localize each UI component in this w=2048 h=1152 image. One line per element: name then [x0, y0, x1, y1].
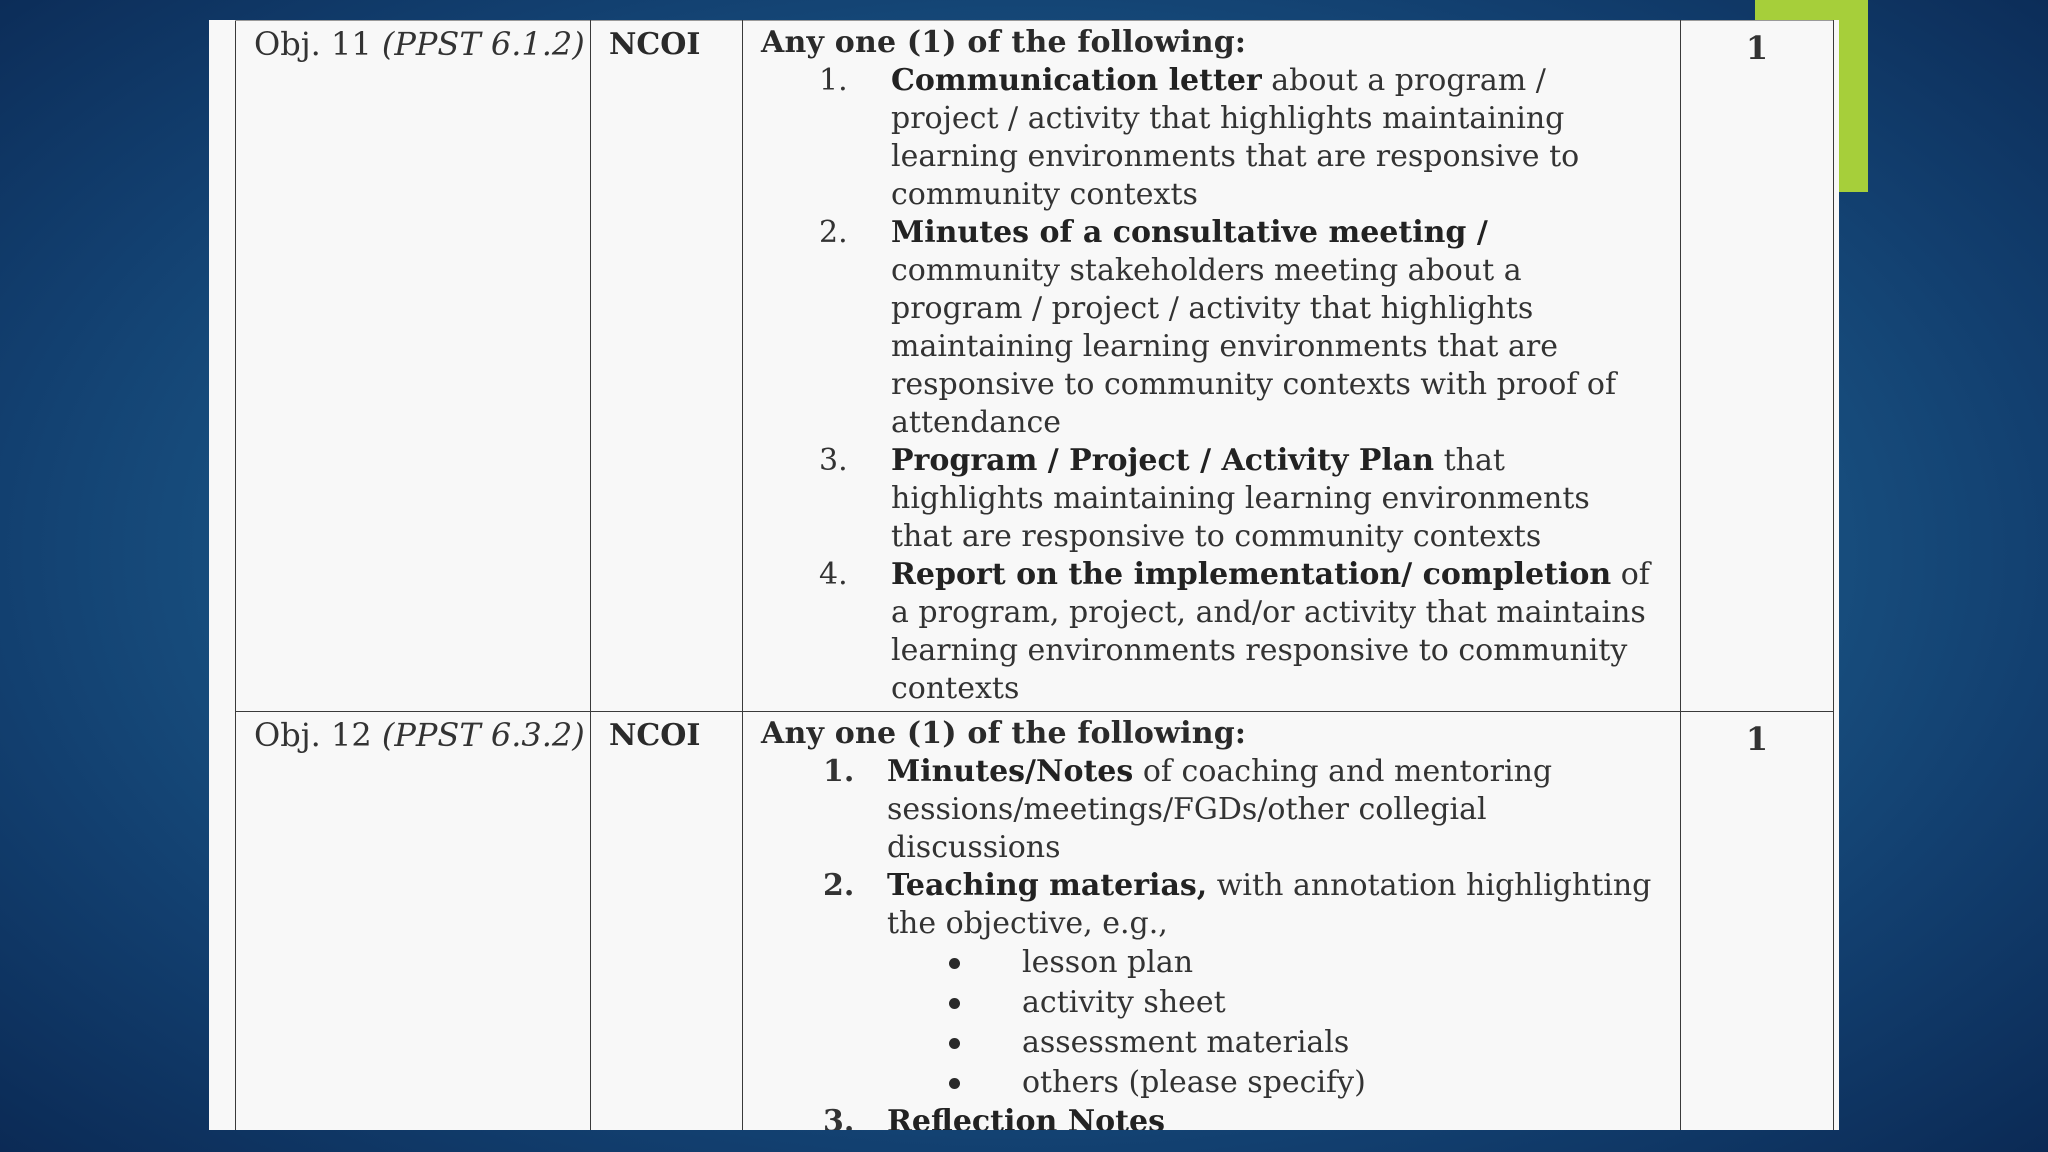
item-text [891, 214, 1660, 442]
item-number: 3. [823, 1104, 855, 1130]
list-item [761, 556, 1660, 708]
description-cell [743, 712, 1681, 1131]
item-number: 1. [819, 63, 848, 98]
description-heading: Any one (1) of the following: [761, 25, 1247, 60]
bullet-icon [949, 1038, 960, 1049]
bullet-item [949, 943, 1660, 983]
list-item [761, 442, 1660, 556]
objective-cell [236, 712, 591, 1131]
item-bold-text: Minutes of a consultative meeting / [891, 215, 1488, 250]
item-number: 4. [819, 557, 848, 592]
item-bold-text: Report on the implementation/ completion [891, 557, 1612, 592]
bullet-icon [949, 998, 960, 1009]
list-item [761, 1103, 1660, 1130]
bullet-list [761, 943, 1660, 1103]
item-text [891, 556, 1660, 708]
count-value: 1 [1745, 29, 1769, 67]
item-body-text: of a program, project, and/or activity that maintains learning environments responsive to community contexts [891, 557, 1650, 706]
item-bold-text: Teaching materias, [887, 868, 1208, 903]
bullet-item [949, 983, 1660, 1023]
item-text [887, 753, 1660, 867]
item-text [891, 442, 1660, 556]
bullet-item [949, 1023, 1660, 1063]
item-bold-text: Communication letter [891, 63, 1262, 98]
count-cell [1681, 712, 1834, 1131]
ppst-code: (PPST 6.3.2) [381, 716, 585, 754]
bullet-icon [949, 1078, 960, 1089]
item-text [891, 62, 1660, 214]
bullet-text: others (please specify) [1022, 1065, 1366, 1100]
list-item [761, 62, 1660, 214]
count-value: 1 [1745, 720, 1769, 758]
item-bold-text: Minutes/Notes [887, 754, 1134, 789]
item-text [887, 1103, 1660, 1130]
description-cell [743, 21, 1681, 712]
count-cell [1681, 21, 1834, 712]
table-row [236, 21, 1834, 712]
item-body-text: community stakeholders meeting about a program / project / activity that highlights maintaining learning environments that are responsive to community contexts with proof of attendance [891, 253, 1617, 440]
bullet-text: lesson plan [1022, 945, 1194, 980]
type-cell [591, 712, 743, 1131]
item-bold-text: Program / Project / Activity Plan [891, 443, 1435, 478]
type-label: NCOI [609, 27, 701, 62]
item-body-text: that highlights maintaining learning environments that are responsive to community contexts [891, 443, 1590, 554]
document-page [209, 20, 1839, 1130]
requirements-table [235, 20, 1834, 1130]
type-cell [591, 21, 743, 712]
bullet-text: activity sheet [1022, 985, 1226, 1020]
item-number: 3. [819, 443, 848, 478]
type-label: NCOI [609, 718, 701, 753]
item-number: 2. [823, 868, 855, 903]
objective-label: Obj. 12 [254, 716, 372, 754]
list-item [761, 753, 1660, 867]
item-body-text: about a program / project / activity that highlights maintaining learning environments that are responsive to community contexts [891, 63, 1580, 212]
description-heading: Any one (1) of the following: [761, 716, 1247, 751]
list-item [761, 867, 1660, 943]
item-number: 2. [819, 215, 848, 250]
list-item [761, 214, 1660, 442]
objective-cell [236, 21, 591, 712]
item-body-text: of coaching and mentoring sessions/meetings/FGDs/other collegial discussions [887, 754, 1553, 865]
objective-label: Obj. 11 [254, 25, 372, 63]
table-row [236, 712, 1834, 1131]
bullet-icon [949, 958, 960, 969]
bullet-item [949, 1063, 1660, 1103]
item-body-text: with annotation highlighting the objective, e.g., [887, 868, 1652, 941]
bullet-text: assessment materials [1022, 1025, 1350, 1060]
ppst-code: (PPST 6.1.2) [381, 25, 585, 63]
item-number: 1. [823, 754, 855, 789]
item-bold-text: Reflection Notes [887, 1104, 1165, 1130]
item-text [887, 867, 1660, 943]
